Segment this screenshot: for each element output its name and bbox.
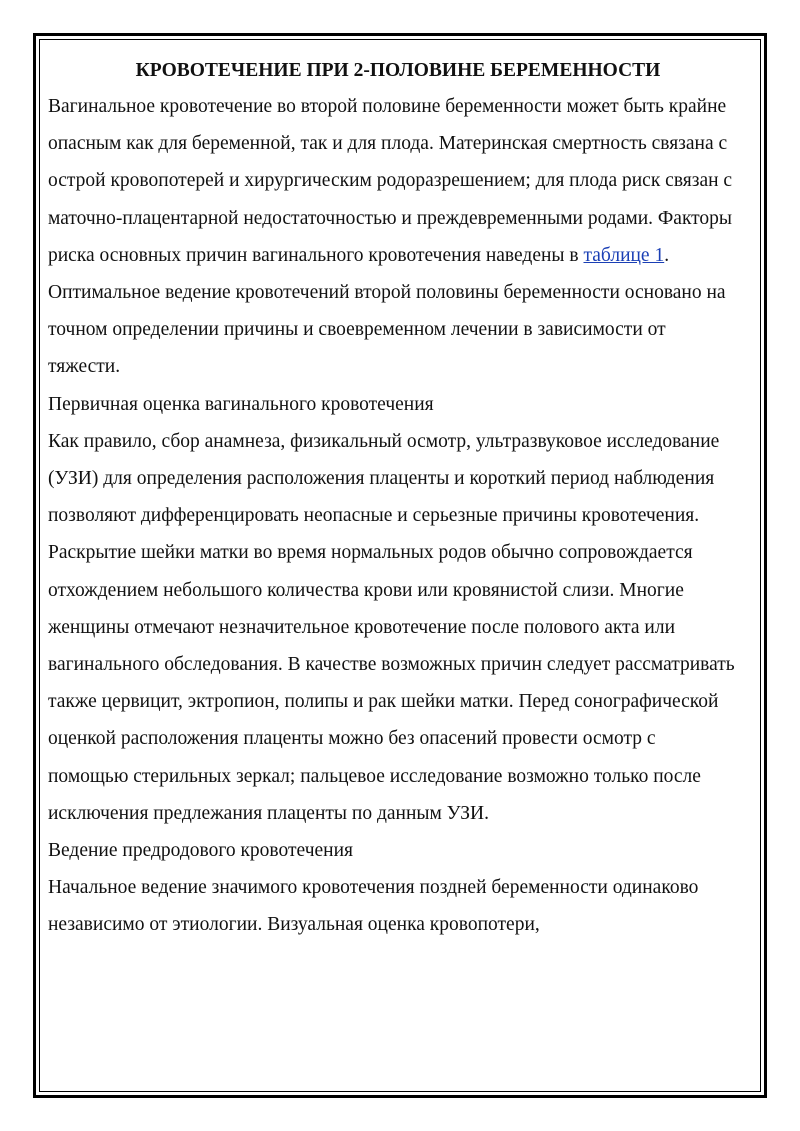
section-heading-primary-assessment: Первичная оценка вагинального кровотечения [48,393,434,415]
intro-text-after-link: . Оптимальное ведение кровотечений второй половины беременности основано на точном определении причины и своевременном лечении в зависимости от тяжести. [48,244,726,378]
document-title: КРОВОТЕЧЕНИЕ ПРИ 2-ПОЛОВИНЕ БЕРЕМЕННОСТИ [135,60,661,81]
section-heading-antepartum-management: Ведение предродового кровотечения [48,840,353,862]
intro-text-before-link: Вагинальное кровотечение во второй половине беременности может быть крайне опасным как для беременной, так и для плода. Материнская смертность связана с острой кровопотерей и хирургическим родоразрешением; для плода риск связан с маточно-плацентарной недостаточностью и преждевременными родами. Факторы риска основных причин вагинального кровотечения наведены в [48,96,733,266]
section-body-antepartum-management: Начальное ведение значимого кровотечения поздней беременности одинаково независимо от этиологии. Визуальная оценка кровопотери, [48,877,699,936]
intro-paragraph [48,88,738,386]
section-body-primary-assessment: Как правило, сбор анамнеза, физикальный осмотр, ультразвуковое исследование (УЗИ) для определения расположения плаценты и короткий период наблюдения позволяют дифференцировать неопасные и серьезные причины кровотечения. Раскрытие шейки матки во время нормальных родов обычно сопровождается отхождением небольшого количества крови или кровянистой слизи. Многие женщины отмечают незначительное кровотечение после полового акта или вагинального обследования. В качестве возможных причин следует рассматривать также цервицит, эктропион, полипы и рак шейки матки. Перед сонографической оценкой расположения плаценты можно без опасений провести осмотр с помощью стерильных зеркал; пальцевое исследование возможно только после исключения предлежания плаценты по данным УЗИ. [48,430,735,824]
table-1-link[interactable]: таблице 1 [583,244,665,266]
document-body [48,54,738,944]
